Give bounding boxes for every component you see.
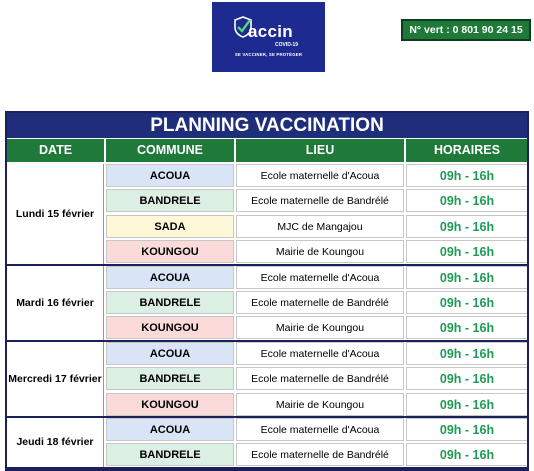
horaire-cell: 09h - 16h: [406, 164, 528, 187]
lieu-cell: Mairie de Koungou: [236, 316, 404, 339]
commune-cell: KOUNGOU: [106, 393, 234, 416]
date-cell: Mardi 16 février: [7, 266, 104, 340]
horaire-cell: 09h - 16h: [406, 316, 528, 339]
horaire-cell: 09h - 16h: [406, 342, 528, 365]
lieu-cell: Ecole maternelle d'Acoua: [236, 342, 404, 365]
hotline-badge: N° vert : 0 801 90 24 15: [401, 19, 531, 41]
commune-cell: BANDRELE: [106, 367, 234, 390]
horaire-cell: 09h - 16h: [406, 418, 528, 441]
horaire-cell: 09h - 16h: [406, 393, 528, 416]
header-horaires: HORAIRES: [406, 139, 528, 162]
commune-cell: BANDRELE: [106, 291, 234, 314]
header-date: DATE: [7, 139, 104, 162]
horaire-cell: 09h - 16h: [406, 189, 528, 212]
lieu-cell: Ecole maternelle de Bandrélé: [236, 291, 404, 314]
horaire-cell: 09h - 16h: [406, 367, 528, 390]
date-cell: Jeudi 18 février: [7, 418, 104, 467]
logo-word: accin: [248, 22, 293, 41]
commune-cell: SADA: [106, 215, 234, 238]
horaire-cell: 09h - 16h: [406, 240, 528, 263]
commune-cell: BANDRELE: [106, 443, 234, 466]
commune-cell: ACOUA: [106, 164, 234, 187]
horaire-cell: 09h - 16h: [406, 291, 528, 314]
lieu-cell: MJC de Mangajou: [236, 215, 404, 238]
lieu-cell: Mairie de Koungou: [236, 393, 404, 416]
commune-cell: ACOUA: [106, 266, 234, 289]
commune-cell: ACOUA: [106, 418, 234, 441]
lieu-cell: Ecole maternelle de Bandrélé: [236, 443, 404, 466]
commune-cell: BANDRELE: [106, 189, 234, 212]
commune-cell: KOUNGOU: [106, 240, 234, 263]
lieu-cell: Ecole maternelle de Bandrélé: [236, 189, 404, 212]
horaire-cell: 09h - 16h: [406, 443, 528, 466]
lieu-cell: Ecole maternelle de Bandrélé: [236, 367, 404, 390]
horaire-cell: 09h - 16h: [406, 266, 528, 289]
date-cell: Mercredi 17 février: [7, 342, 104, 416]
table-title: PLANNING VACCINATION: [7, 113, 527, 138]
lieu-cell: Mairie de Koungou: [236, 240, 404, 263]
date-cell: Lundi 15 février: [7, 164, 104, 264]
planning-table: [5, 111, 529, 471]
commune-cell: KOUNGOU: [106, 316, 234, 339]
horaire-cell: 09h - 16h: [406, 215, 528, 238]
logo-slogan: SE VACCINER, SE PROTÉGER: [234, 52, 303, 57]
header-commune: COMMUNE: [106, 139, 234, 162]
logo-covid-label: COVID-19: [275, 42, 299, 48]
header-lieu: LIEU: [236, 139, 404, 162]
lieu-cell: Ecole maternelle d'Acoua: [236, 164, 404, 187]
lieu-cell: Ecole maternelle d'Acoua: [236, 266, 404, 289]
commune-cell: ACOUA: [106, 342, 234, 365]
day-separator: [7, 467, 527, 469]
vaccin-logo: [212, 2, 325, 72]
lieu-cell: Ecole maternelle d'Acoua: [236, 418, 404, 441]
